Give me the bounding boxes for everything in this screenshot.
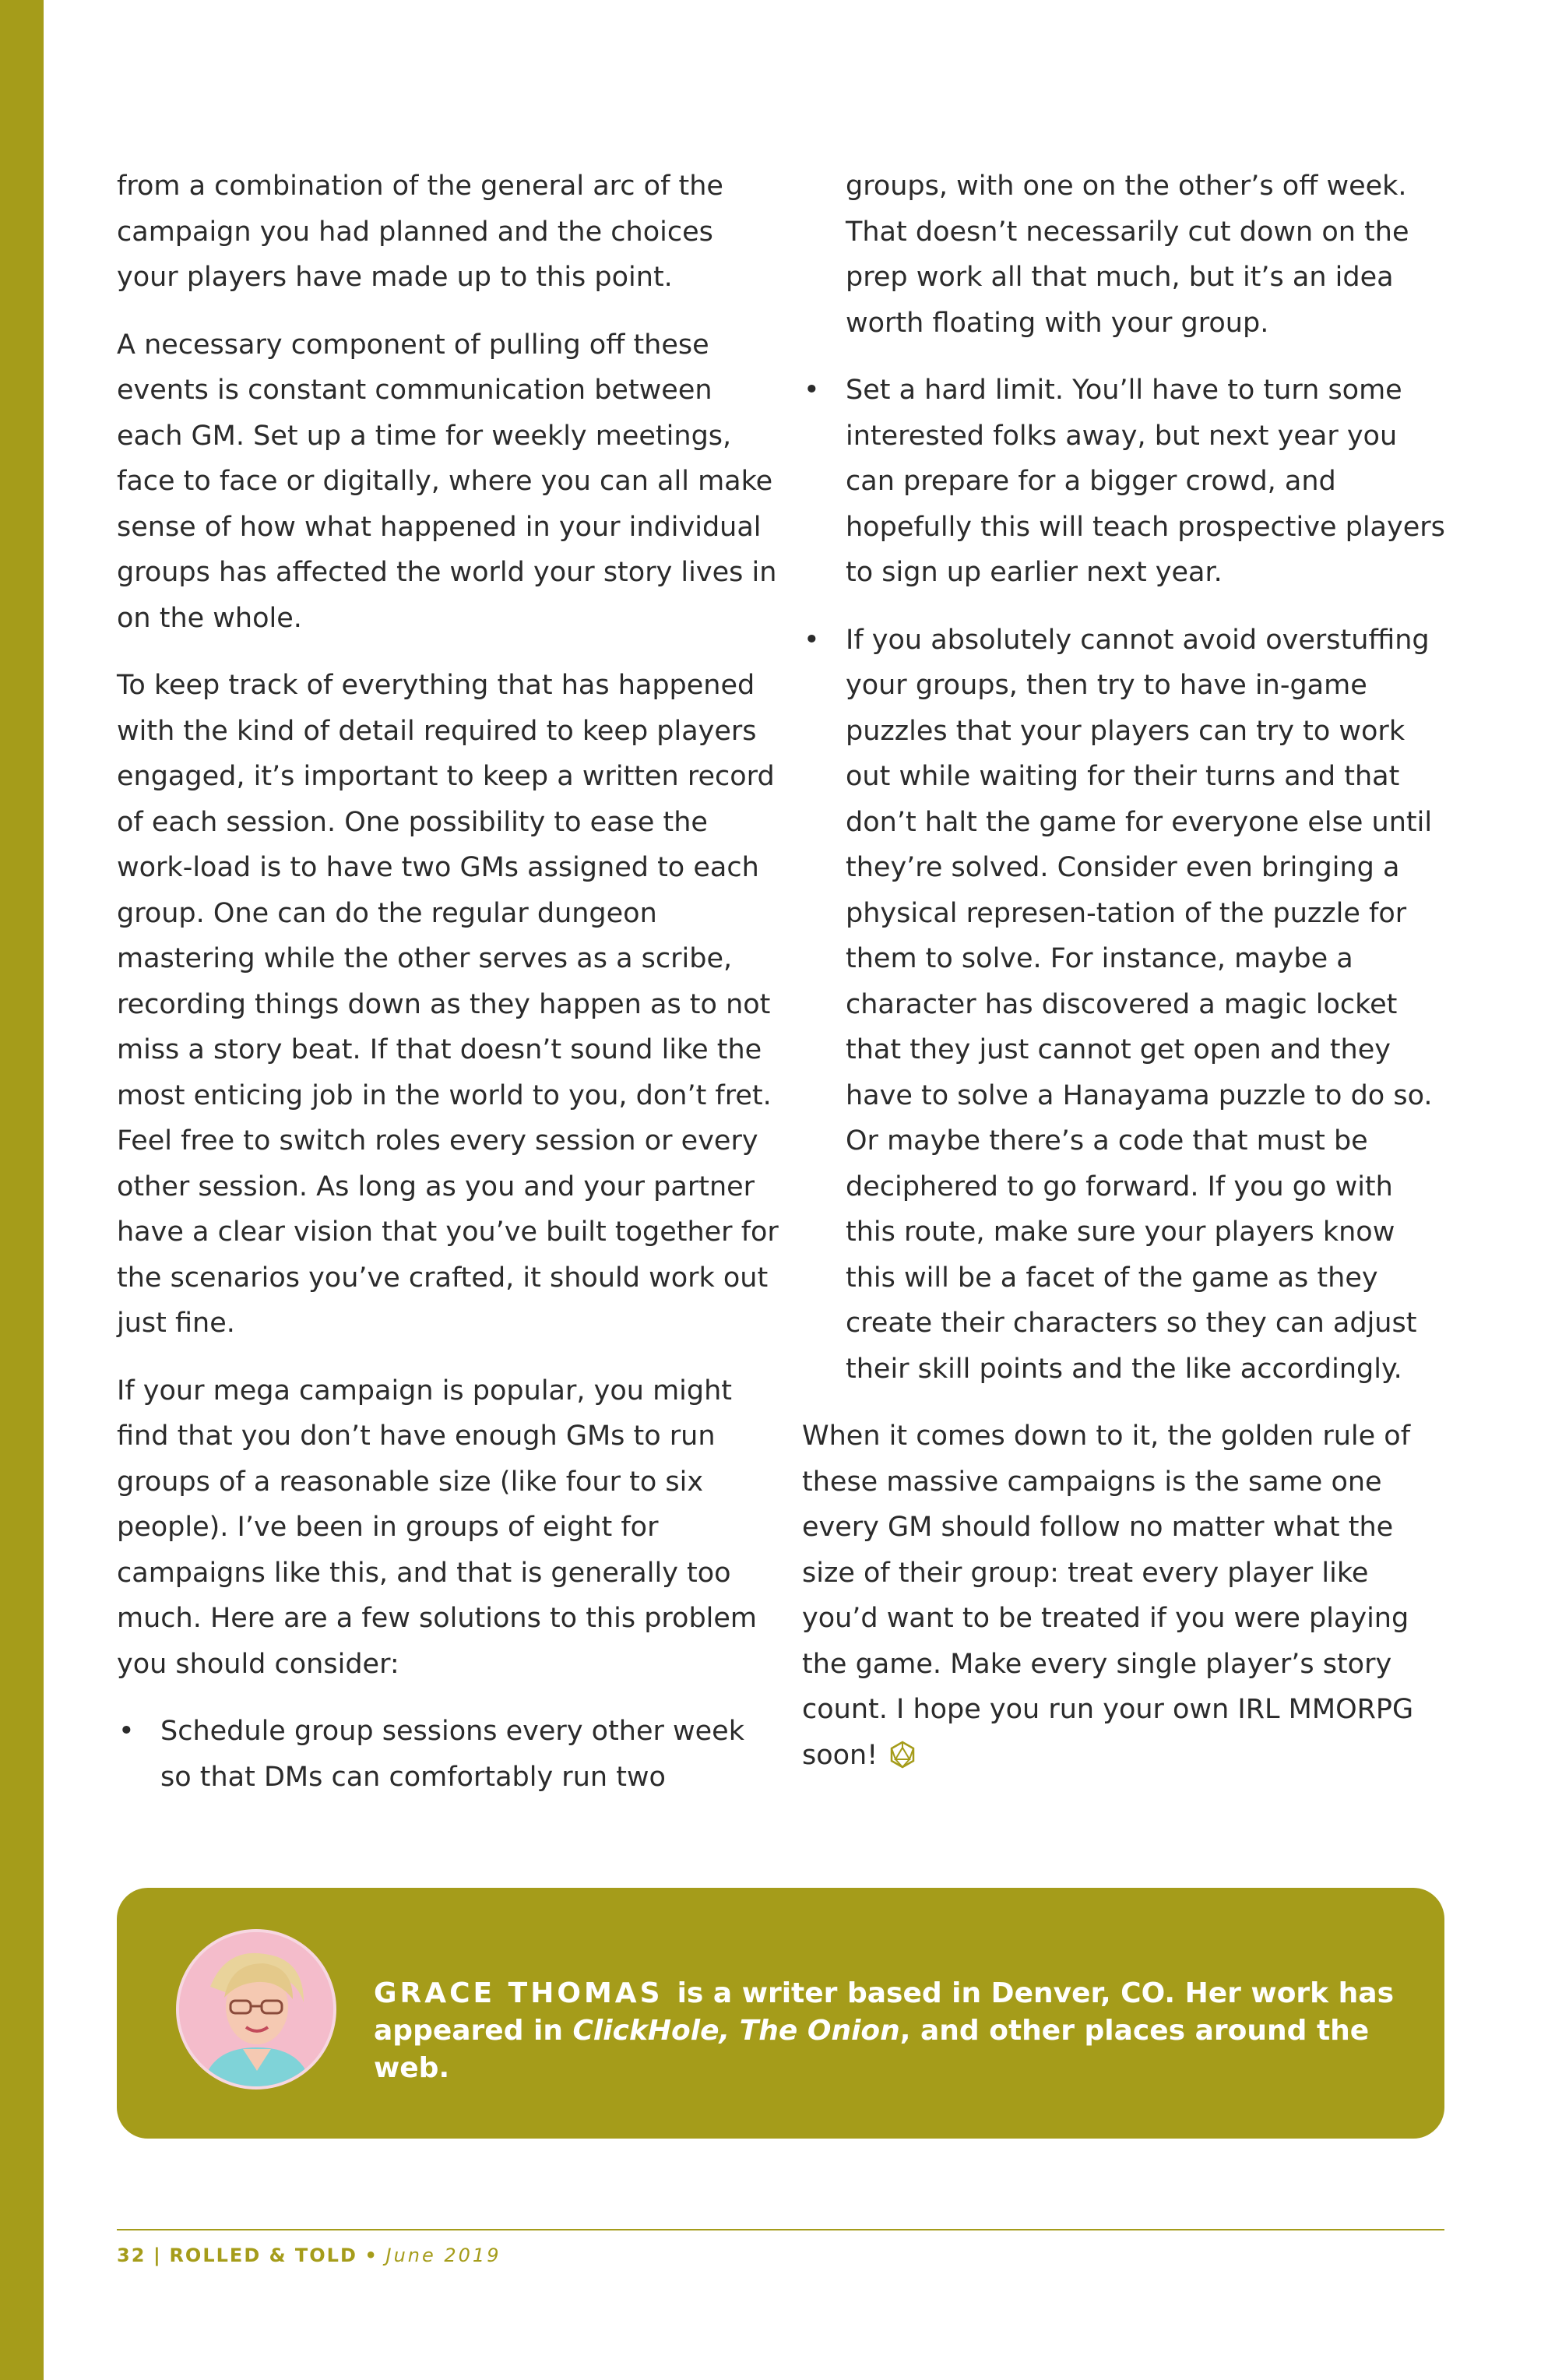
list-item: • Set a hard limit. You’ll have to turn some interested folks away, but next year you can prepare for a bigger crowd, and hopefully this will teach prospective players to sign up earlier next year.: [802, 368, 1448, 596]
solutions-list: [117, 1709, 779, 1800]
paragraph: from a combination of the general arc of the campaign you had planned and the choices your players have made up to this point.: [117, 171, 723, 293]
paragraph: A necessary component of pulling off these events is constant communication between each GM. Set up a time for weekly meetings, face to face or digitally, where you can all make sense of how what happened in your individual groups has affected the world your story lives in on the whole.: [117, 329, 777, 634]
closing-text: When it comes down to it, the golden rule of these massive campaigns is the same one every GM should follow no matter what the size of their group: treat every player like you’d want to be treated if you were playing the game. Make every single player’s story count. I hope you run your own IRL MMORPG soon!: [802, 1421, 1414, 1771]
article-column-right: [802, 164, 1448, 1804]
bio-publications: ClickHole, The Onion: [572, 2015, 900, 2047]
footer-separator: |: [153, 2244, 162, 2266]
issue-date: June 2019: [385, 2244, 501, 2266]
bio-text: is a writer based in Denver, CO. Her work has appeared in: [374, 1977, 1395, 2047]
closing-paragraph: [802, 1414, 1448, 1783]
paragraph: If your mega campaign is popular, you might find that you don’t have enough GMs to run groups of a reasonable size (like four to six people). I’ve been in groups of eight for campaigns like this, and that is generally too much. Here are a few solutions to this problem you should consider:: [117, 1375, 758, 1680]
author-name: GRACE THOMAS: [374, 1977, 663, 2009]
publication-name: ROLLED & TOLD: [169, 2244, 357, 2266]
page-number: 32: [117, 2244, 146, 2266]
page-footer: [117, 2244, 501, 2266]
bio-text-end: , and other places around the web.: [374, 2015, 1370, 2084]
author-bio-box: [117, 1888, 1444, 2139]
footer-bullet: •: [364, 2244, 378, 2266]
article-column-left: [117, 164, 779, 1822]
list-item: • Schedule group sessions every other week so that DMs can comfortably run two: [117, 1709, 779, 1800]
footer-divider: [117, 2229, 1444, 2230]
author-bio: [374, 1975, 1409, 2087]
left-accent-bar: [0, 0, 44, 2380]
avatar: [176, 1929, 336, 2090]
solutions-list: [802, 368, 1448, 1392]
list-item: • If you absolutely cannot avoid overstuffing your groups, then try to have in-game puzzles that your players can try to work out while waiting for their turns and that don’t halt the game for everyone else until they’re solved. Consider even bringing a physical represen-tation of the puzzle for them to solve. For instance, maybe a character has discovered a magic locket that they just cannot get open and they have to solve a Hanayama puzzle to do so. Or maybe there’s a code that must be deciphered to go forward. If you go with this route, make sure your players know this will be a facet of the game as they create their characters so they can adjust their skill points and the like accordingly.: [802, 618, 1448, 1392]
list-item-continuation: groups, with one on the other’s off week. That doesn’t necessarily cut down on the prep work all that much, but it’s an idea worth floating with your group.: [846, 171, 1409, 339]
paragraph: To keep track of everything that has happened with the kind of detail required to keep players engaged, it’s important to keep a written record of each session. One possibility to ease the work-load is to have two GMs assigned to each group. One can do the regular dungeon mastering while the other serves as a scribe, recording things down as they happen as to not miss a story beat. If that doesn’t sound like the most enticing job in the world to you, don’t fret. Feel free to switch roles every session or every other session. As long as you and your partner have a clear vision that you’ve built together for the scenarios you’ve crafted, it should work out just fine.: [117, 670, 779, 1339]
d20-icon: [888, 1737, 916, 1783]
